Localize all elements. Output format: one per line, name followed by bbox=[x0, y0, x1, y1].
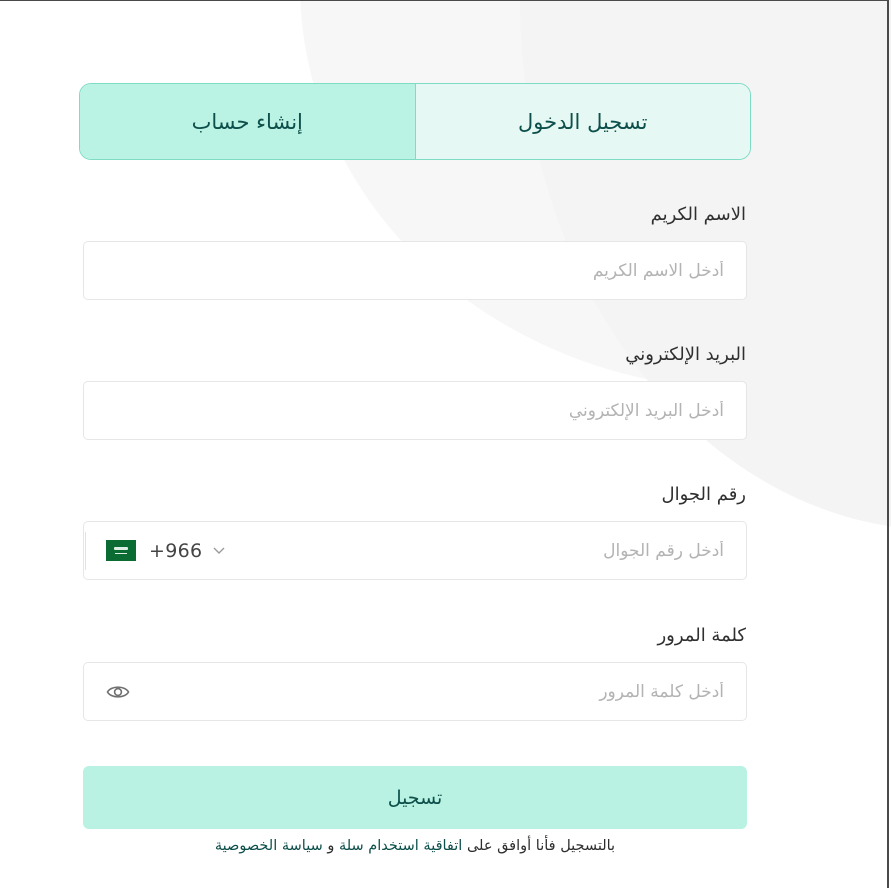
name-input[interactable] bbox=[84, 242, 746, 299]
terms-notice bbox=[83, 838, 747, 854]
register-button[interactable]: تسجيل bbox=[83, 766, 747, 829]
auth-tabs bbox=[79, 83, 751, 160]
password-field bbox=[83, 662, 747, 721]
phone-label: رقم الجوال bbox=[661, 484, 746, 505]
name-field bbox=[83, 241, 747, 300]
saudi-flag-icon bbox=[106, 540, 136, 561]
country-code-selector[interactable] bbox=[106, 522, 226, 579]
tab-login[interactable]: تسجيل الدخول bbox=[415, 84, 751, 159]
eye-icon[interactable] bbox=[106, 681, 130, 703]
phone-input[interactable] bbox=[286, 522, 746, 579]
tab-register[interactable]: إنشاء حساب bbox=[80, 84, 415, 159]
country-code: +966 bbox=[149, 539, 203, 562]
password-label: كلمة المرور bbox=[657, 625, 746, 646]
privacy-link[interactable]: سياسة الخصوصية bbox=[214, 838, 323, 854]
terms-prefix: بالتسجيل فأنا أوافق على bbox=[466, 838, 616, 854]
email-field bbox=[83, 381, 747, 440]
password-input[interactable] bbox=[166, 663, 746, 720]
email-input[interactable] bbox=[84, 382, 746, 439]
terms-link[interactable]: اتفاقية استخدام سلة bbox=[338, 838, 463, 854]
phone-field-divider bbox=[85, 532, 86, 570]
phone-field bbox=[83, 521, 747, 580]
chevron-down-icon bbox=[212, 544, 226, 558]
terms-conjunction: و bbox=[327, 838, 335, 854]
email-label: البريد الإلكتروني bbox=[625, 344, 746, 365]
name-label: الاسم الكريم bbox=[650, 204, 746, 225]
